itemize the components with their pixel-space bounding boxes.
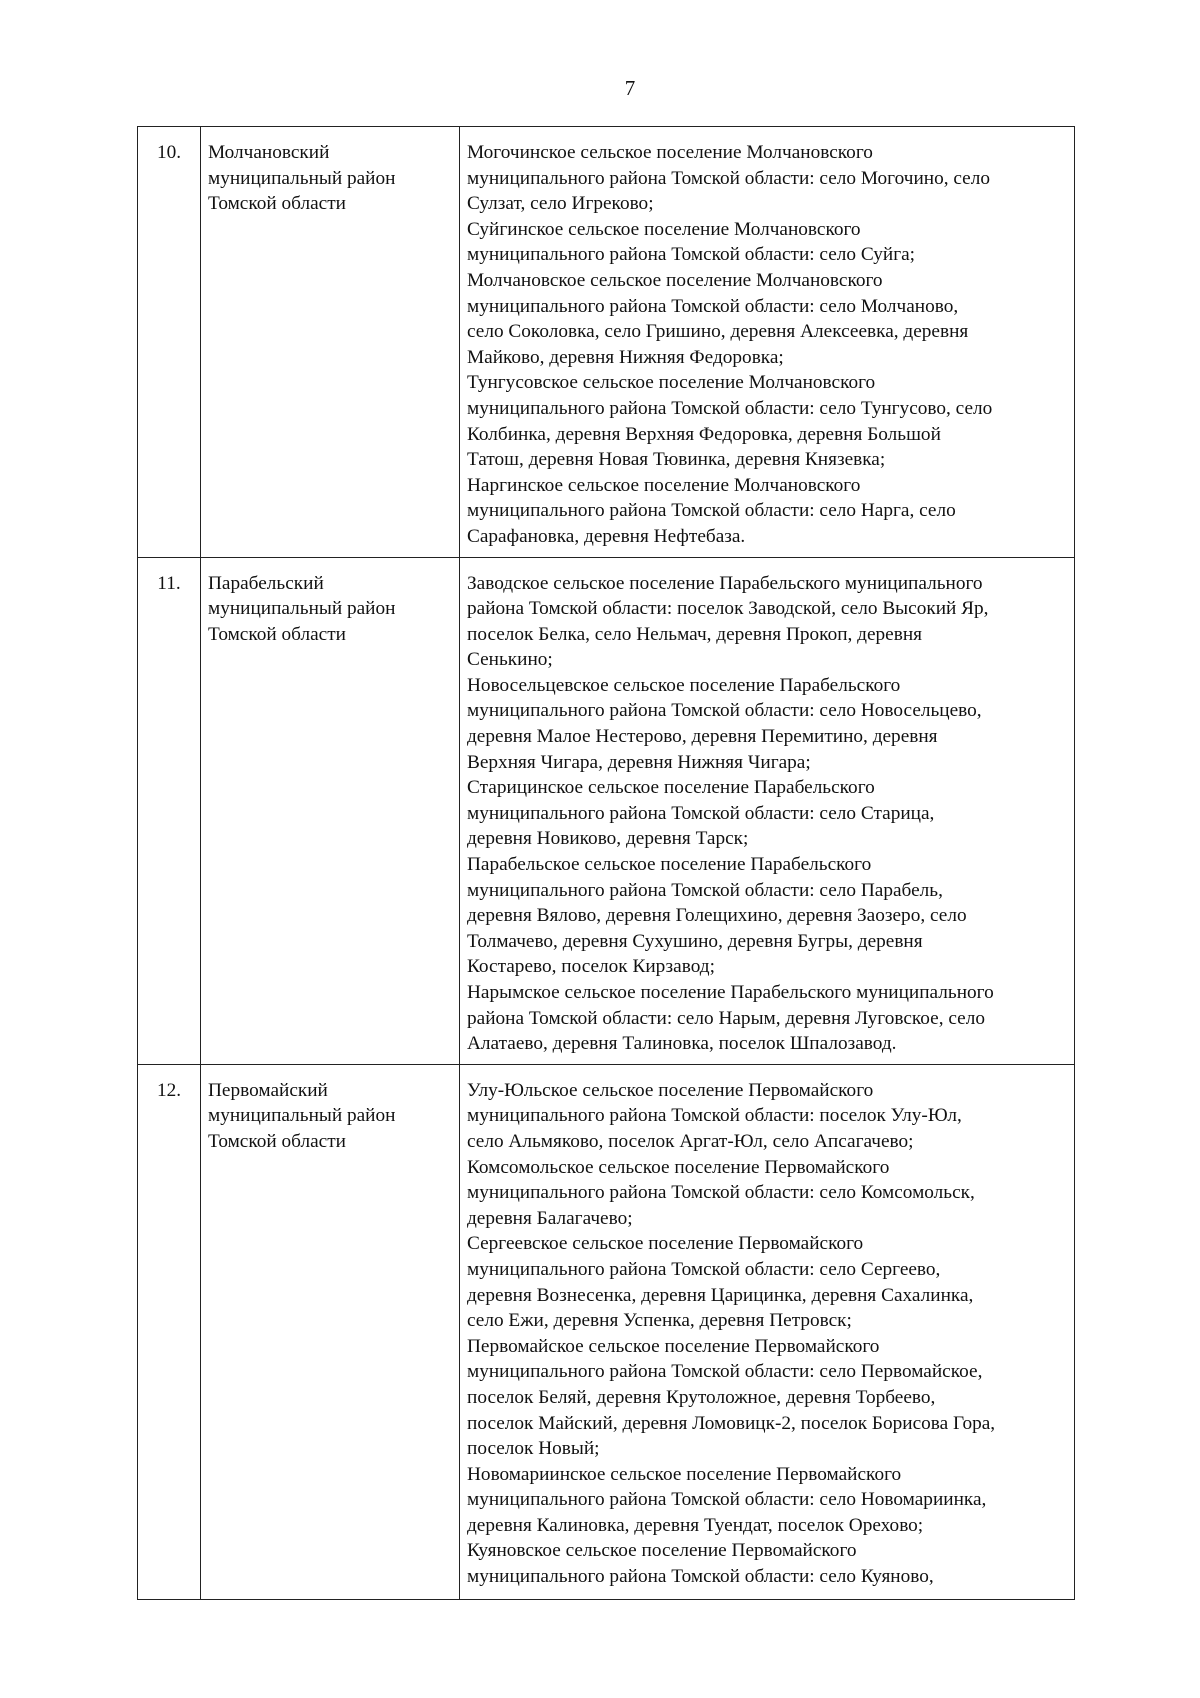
settlement-text-line: Наргинское сельское поселение Молчановского <box>467 474 861 496</box>
district-name-line: муниципальный район <box>208 1105 396 1127</box>
settlement-text-line: деревня Калиновка, деревня Туендат, поселок Орехово; <box>467 1514 924 1536</box>
district-name-line: Первомайский <box>208 1079 328 1101</box>
municipal-districts-table <box>137 126 1075 1600</box>
settlements-cell <box>460 557 1075 1064</box>
district-name-line: Томской области <box>208 623 346 645</box>
settlement-text-line: поселок Беляй, деревня Крутоложное, деревня Торбеево, <box>467 1386 936 1408</box>
settlement-text-line: Нарымское сельское поселение Парабельского муниципального <box>467 982 994 1003</box>
settlements-cell <box>460 127 1075 558</box>
settlement-text-line: поселок Майский, деревня Ломовицк-2, поселок Борисова Гора, <box>467 1412 996 1434</box>
settlement-text-line: Молчановское сельское поселение Молчановского <box>467 269 883 291</box>
table-row <box>138 1064 1075 1599</box>
settlement-text-line: муниципального района Томской области: поселок Улу-Юл, <box>467 1105 962 1127</box>
settlement-text-line: Новомариинское сельское поселение Первомайского <box>467 1463 902 1485</box>
district-name-line: муниципальный район <box>208 167 396 189</box>
district-name-cell <box>201 557 460 1064</box>
table-body <box>138 127 1075 1600</box>
settlement-text-line: муниципального района Томской области: село Новосельцево, <box>467 700 982 722</box>
settlement-text-line: Сергеевское сельское поселение Первомайского <box>467 1233 864 1255</box>
settlement-text-line: Сарафановка, деревня Нефтебаза. <box>467 525 746 547</box>
page-number: 7 <box>624 76 636 100</box>
settlement-text-line: село Соколовка, село Гришино, деревня Алексеевка, деревня <box>467 321 969 343</box>
settlement-text-line: Тунгусовское сельское поселение Молчановского <box>467 372 876 394</box>
settlement-text-line: Алатаево, деревня Талиновка, поселок Шпалозавод. <box>467 1033 897 1055</box>
settlement-text-line: муниципального района Томской области: село Молчаново, <box>467 295 959 317</box>
settlement-text-line: Сенькино; <box>467 649 553 671</box>
settlement-text-line: село Альмяково, поселок Аргат-Юл, село Апсагачево; <box>467 1130 914 1152</box>
settlement-text-line: муниципального района Томской области: село Парабель, <box>467 879 943 901</box>
settlement-text-line: Верхняя Чигара, деревня Нижняя Чигара; <box>467 751 811 773</box>
settlement-text-line: деревня Вялово, деревня Голещихино, деревня Заозеро, село <box>467 905 967 927</box>
settlement-text-line: района Томской области: село Нарым, деревня Луговское, село <box>467 1007 985 1029</box>
settlement-text-line: Могочинское сельское поселение Молчановского <box>467 142 873 163</box>
settlement-text-line: Заводское сельское поселение Парабельского муниципального <box>467 572 983 594</box>
settlement-text-line: Татош, деревня Новая Тювинка, деревня Князевка; <box>467 449 886 471</box>
district-name-cell <box>201 127 460 558</box>
settlement-text-line: Костарево, поселок Кирзавод; <box>467 956 715 978</box>
district-name-line: Томской области <box>208 193 346 215</box>
row-number: 10. <box>138 127 201 558</box>
settlement-text-line: Толмачево, деревня Сухушино, деревня Бугры, деревня <box>467 930 923 952</box>
table-row <box>138 557 1075 1064</box>
settlement-text-line: муниципального района Томской области: село Суйга; <box>467 244 916 266</box>
settlement-text-line: Сулзат, село Игреково; <box>467 193 654 215</box>
settlements-cell <box>460 1064 1075 1599</box>
settlement-text-line: муниципального района Томской области: село Новомариинка, <box>467 1489 987 1511</box>
settlement-text-line: муниципального района Томской области: село Первомайское, <box>467 1361 983 1383</box>
settlement-text-line: Комсомольское сельское поселение Первомайского <box>467 1156 890 1178</box>
district-name-line: муниципальный район <box>208 598 396 620</box>
settlement-text-line: село Ежи, деревня Успенка, деревня Петровск; <box>467 1310 852 1332</box>
settlement-text-line: Колбинка, деревня Верхняя Федоровка, деревня Большой <box>467 423 941 445</box>
settlement-text-line: Первомайское сельское поселение Первомайского <box>467 1335 880 1357</box>
settlement-text-line: района Томской области: поселок Заводской, село Высокий Яр, <box>467 598 989 620</box>
settlement-text-line: деревня Вознесенка, деревня Царицинка, деревня Сахалинка, <box>467 1284 974 1306</box>
settlement-text-line: муниципального района Томской области: село Сергеево, <box>467 1258 941 1280</box>
settlement-text-line: муниципального района Томской области: село Могочино, село <box>467 167 990 189</box>
row-number: 12. <box>138 1064 201 1599</box>
settlement-text-line: Суйгинское сельское поселение Молчановского <box>467 218 861 240</box>
district-name-line: Парабельский <box>208 572 324 594</box>
district-name-line: Молчановский <box>208 142 330 163</box>
row-number: 11. <box>138 557 201 1064</box>
settlement-text-line: Улу-Юльское сельское поселение Первомайского <box>467 1079 874 1101</box>
settlement-text-line: Майково, деревня Нижняя Федоровка; <box>467 346 784 368</box>
settlement-text-line: муниципального района Томской области: село Тунгусово, село <box>467 397 993 419</box>
settlement-text-line: Куяновское сельское поселение Первомайского <box>467 1540 857 1562</box>
district-name-line: Томской области <box>208 1130 346 1152</box>
settlement-text-line: Парабельское сельское поселение Парабельского <box>467 854 872 876</box>
table-row <box>138 127 1075 558</box>
settlement-text-line: Новосельцевское сельское поселение Парабельского <box>467 674 901 696</box>
settlement-text-line: поселок Новый; <box>467 1438 600 1460</box>
settlement-text-line: деревня Новиково, деревня Тарск; <box>467 828 749 850</box>
settlement-text-line: муниципального района Томской области: село Куяново, <box>467 1566 934 1588</box>
settlement-text-line: поселок Белка, село Нельмач, деревня Прокоп, деревня <box>467 623 923 645</box>
settlement-text-line: муниципального района Томской области: село Нарга, село <box>467 500 956 522</box>
settlement-text-line: Старицинское сельское поселение Парабельского <box>467 777 875 799</box>
district-name-cell <box>201 1064 460 1599</box>
settlement-text-line: деревня Балагачево; <box>467 1207 633 1229</box>
settlement-text-line: муниципального района Томской области: село Старица, <box>467 802 935 824</box>
settlement-text-line: деревня Малое Нестерово, деревня Перемитино, деревня <box>467 726 938 748</box>
settlement-text-line: муниципального района Томской области: село Комсомольск, <box>467 1182 975 1204</box>
